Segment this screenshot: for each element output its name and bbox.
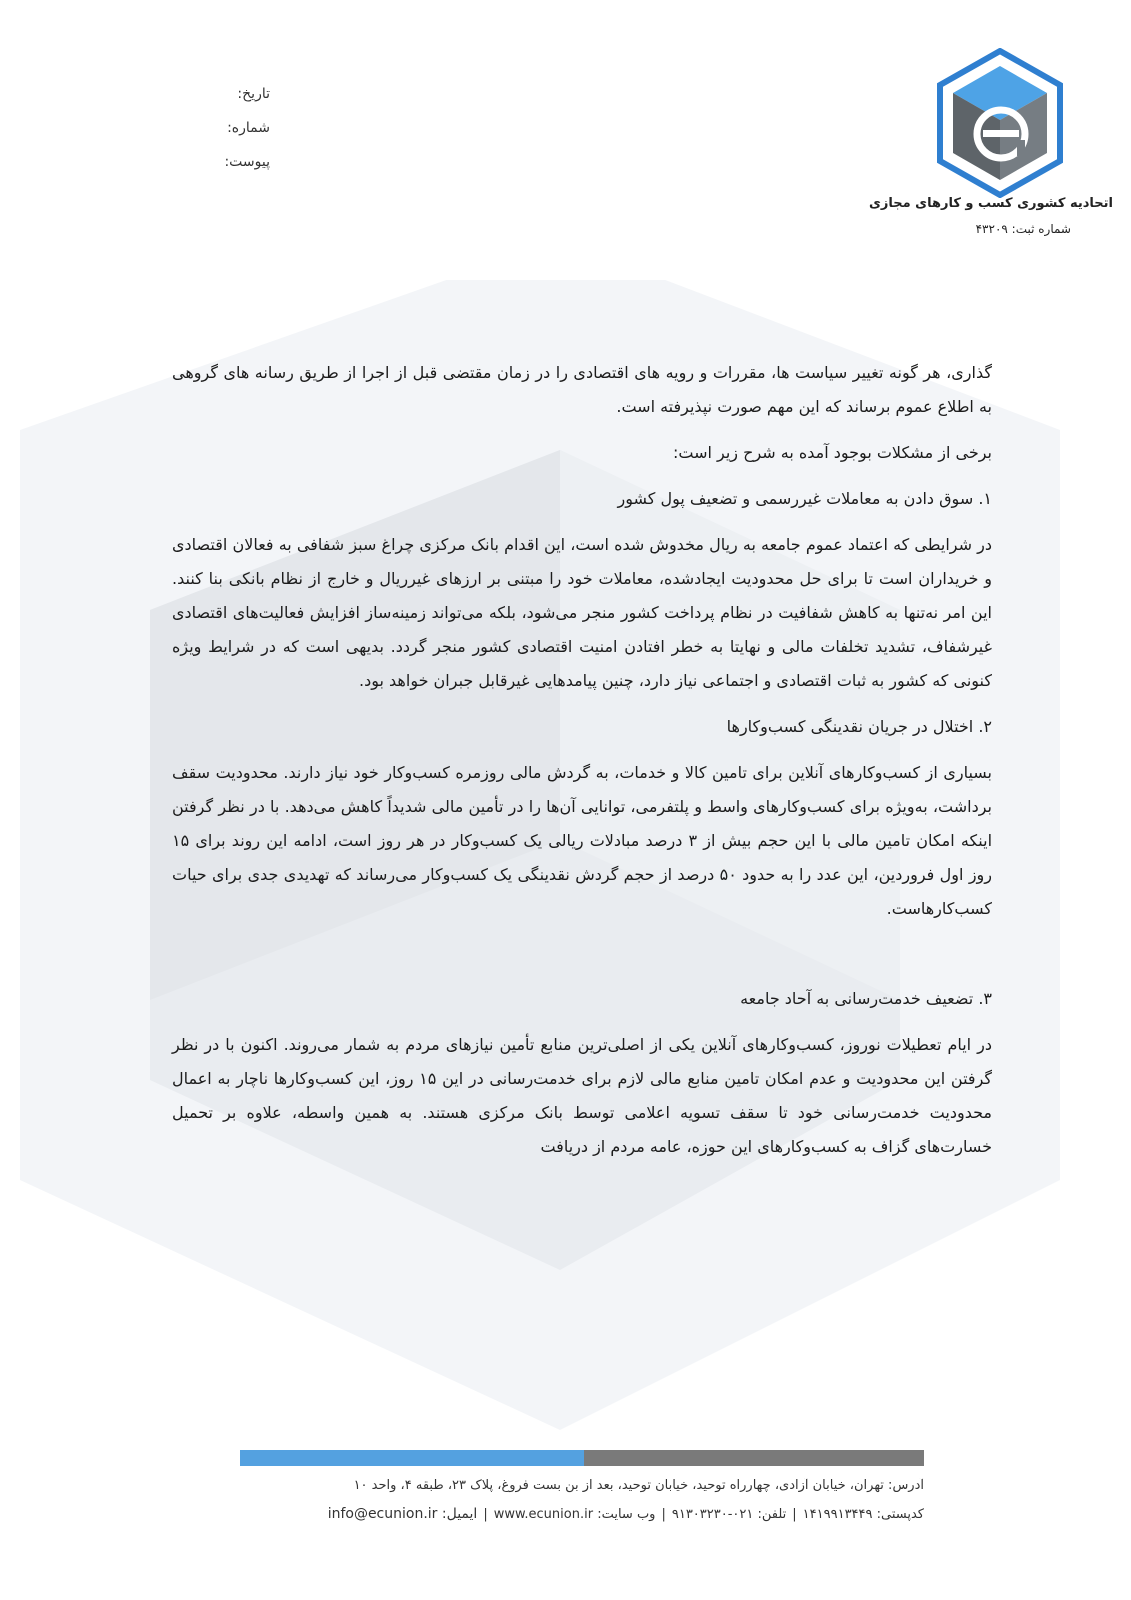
footer-color-bar	[240, 1450, 924, 1466]
section-heading-2: ۲. اختلال در جریان نقدینگی کسب‌وکارها	[726, 717, 992, 736]
section-heading-3: ۳. تضعیف خدمت‌رسانی به آحاد جامعه	[740, 989, 992, 1008]
postal-code: کدپستی: ۱۴۱۹۹۱۳۴۴۹	[802, 1507, 924, 1522]
email-link[interactable]: ایمیل: info@ecunion.ir	[327, 1506, 478, 1522]
phone-number: تلفن: ۰۲۱-۹۱۳۰۳۲۳۰	[671, 1507, 787, 1522]
organization-name: اتحادیه کشوری کسب و کارهای مجازی	[868, 196, 1113, 211]
section-paragraph-1: در شرایطی که اعتماد عموم جامعه به ریال مخدوش شده است، این اقدام بانک مرکزی چراغ سبز شفافی به فعالان اقتصادی و خریداران است تا برای حل محدودیت ایجادشده، معاملات خود را مبتنی بر ارزهای غیرریال و خارج از نظام بانکی بنا کنند. این امر نه‌تنها به کاهش شفافیت در نظام پرداخت کشور منجر می‌شود، بلکه می‌تواند زمینه‌ساز افزایش فعالیت‌های اقتصادی غیرشفاف، تشدید تخلفات مالی و نهایتا به خطر افتادن امنیت اقتصادی کشور منجر گردد. بدیهی است که در شرایط ویژه کنونی که کشور به ثبات اقتصادی و اجتماعی نیاز دارد، چنین پیامدهایی غیرقابل جبران خواهد بود.	[172, 535, 992, 690]
date-label: تاریخ:	[237, 86, 270, 102]
footer-bar-blue	[240, 1450, 584, 1466]
footer-bar-grey	[584, 1450, 924, 1466]
number-label: شماره:	[227, 120, 270, 136]
footer-address: آدرس: تهران، خیابان آزادی، چهارراه توحید، خیابان توحید، بعد از بن بست فروغ، پلاک ۲۳، طبقه ۴، واحد ۱۰	[353, 1478, 924, 1493]
letter-meta	[150, 86, 270, 188]
union-logo	[935, 48, 1065, 198]
website-link[interactable]: وب سایت: www.ecunion.ir	[493, 1507, 656, 1522]
registration-number: شماره ثبت: ۴۳۲۰۹	[975, 222, 1071, 236]
problems-intro: برخی از مشکلات بوجود آمده به شرح زیر است:	[672, 443, 992, 462]
footer-contact: کدپستی: ۱۴۱۹۹۱۳۴۴۹|تلفن: ۰۲۱-۹۱۳۰۳۲۳۰|وب سایت: www.ecunion.ir|ایمیل: info@ecunion.ir	[327, 1506, 924, 1522]
section-paragraph-3: در ایام تعطیلات نوروز، کسب‌وکارهای آنلاین یکی از اصلی‌ترین منابع تأمین نیازهای مردم به شمار می‌روند. اکنون با در نظر گرفتن این محدودیت و عدم امکان تامین منابع مالی لازم برای خدمت‌رسانی در این ۱۵ روز، این کسب‌وکارها ناچار به اعمال محدودیت خدمت‌رسانی خود تا سقف تسویه اعلامی توسط بانک مرکزی هستند. به همین واسطه، علاوه بر تحمیل خسارت‌های گزاف به کسب‌وکارهای این حوزه، عامه مردم از دریافت	[172, 1035, 993, 1156]
letter-body	[172, 356, 992, 1164]
section-paragraph-2: بسیاری از کسب‌وکارهای آنلاین برای تامین کالا و خدمات، به گردش مالی روزمره کسب‌وکار خود نیاز دارند. محدودیت سقف برداشت، به‌ویژه برای کسب‌وکارهای واسط و پلتفرمی، توانایی آن‌ها را در تأمین مالی شدیداً کاهش می‌دهد. با در نظر گرفتن اینکه امکان تامین مالی با این حجم بیش از ۳ درصد مبادلات ریالی یک کسب‌وکار در هر روز است، ادامه این روند برای ۱۵ روز اول فروردین، این عدد را به حدود ۵۰ درصد از حجم گردش نقدینگی یک کسب‌وکار می‌رساند که تهدیدی جدی برای حیات کسب‌کارهاست.	[172, 763, 993, 918]
section-heading-1: ۱. سوق دادن به معاملات غیررسمی و تضعیف پول کشور	[617, 489, 992, 508]
attachment-label: پیوست:	[224, 154, 270, 170]
intro-paragraph: گذاری، هر گونه تغییر سیاست ها، مقررات و رویه های اقتصادی را در زمان مقتضی قبل از اجرا از طریق رسانه های گروهی به اطلاع عموم برساند که این مهم صورت نپذیرفته است.	[172, 363, 992, 416]
